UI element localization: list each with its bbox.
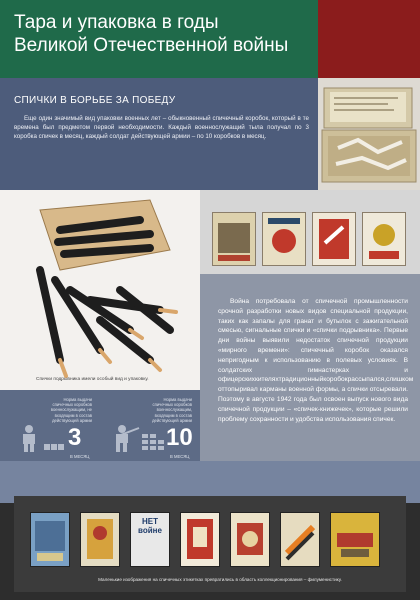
collection-label-3	[130, 512, 170, 567]
label-art-icon	[331, 513, 379, 566]
label-art-icon	[81, 513, 119, 566]
collection-label-6	[280, 512, 320, 567]
soldier-icon	[18, 424, 40, 452]
label-art-icon	[181, 513, 219, 566]
matchbox-label-1	[212, 212, 256, 266]
collection-label-2	[80, 512, 120, 567]
label-art-icon	[31, 513, 69, 566]
title-line-1: Тара и упаковка в годы	[14, 12, 219, 33]
intro-paragraph: Еще один значимый вид упаковки военных лет – обыкновенный спичечный коробок, который в те времена был предметом первой необходимости. Каждый военнослужащий тыла получал по 3 коробка спичек в месяц, каждый солдат действующей армии – по 10 коробков в месяц.	[14, 115, 309, 141]
matchbox-label-3	[312, 212, 356, 266]
matchbox-stack-icon	[44, 440, 64, 450]
stat-value-rear: 3	[68, 424, 82, 451]
collection-label-4	[180, 512, 220, 567]
label-art-icon	[313, 213, 355, 265]
matches-image	[0, 190, 200, 390]
stat-unit-army: В МЕСЯЦ	[170, 454, 190, 459]
collection-label-5	[230, 512, 270, 567]
matchbox-label-2	[262, 212, 306, 266]
matchbox-label-4	[362, 212, 406, 266]
label-art-icon	[231, 513, 269, 566]
matchbox-photo	[318, 78, 420, 190]
collection-caption: Маленькие изображения на спичечных этикетках превратились в область коллекционирования – филуменистику.	[98, 577, 342, 582]
stat-value-army: 10	[166, 424, 193, 451]
collection-label-7	[330, 512, 380, 567]
header-accent-block	[318, 0, 420, 78]
stat-note-rear: Норма выдачи спичечных коробков военнослужащим, не входящим в состав действующей армии	[50, 397, 92, 423]
matches-photo	[0, 190, 200, 390]
collection-label-1	[30, 512, 70, 567]
page-title	[14, 11, 304, 57]
main-paragraph: Война потребовала от спичечной промышленности срочной разработки новых видов специальной продукции, таких как запалы для гранат и бутылок с зажигательной смесью, сигнальные спички и «спички подрывника». Первые дни войны выявили недостаток спичечной продукции «мирного времени»: спичечный коробок оказался непригодным к использованию в полевых условиях. В солдатских гимнастерках и офицерскихкителяхтрадиционныйкоробокрассыпался,слишком оттопыривал карманы военной формы, а спички отсыревали. Поэтому в августе 1942 года был освоен выпуск нового вида спичечной продукции – «спичек-книжечек», которые решили проблему сохранности и удобства использования спичек.	[218, 298, 414, 423]
label-art-icon	[263, 213, 305, 265]
stat-unit-rear: В МЕСЯЦ	[70, 454, 90, 459]
label-text: НЕТ войне	[138, 517, 162, 535]
label-art-icon	[213, 213, 255, 265]
matchbox-image	[318, 78, 420, 190]
matchbox-stack-icon	[142, 434, 164, 450]
photo-caption: Спички подрывника имели особый вид и упаковку.	[36, 377, 149, 382]
label-art-icon	[281, 513, 319, 566]
stat-note-army: Норма выдачи спичечных коробков военнослужащим, входящим в состав действующей армии	[152, 397, 192, 423]
rifleman-icon	[110, 424, 140, 452]
title-line-2: Великой Отечественной войны	[14, 35, 289, 56]
label-art-icon	[363, 213, 405, 265]
section-heading: СПИЧКИ В БОРЬБЕ ЗА ПОБЕДУ	[14, 95, 176, 106]
